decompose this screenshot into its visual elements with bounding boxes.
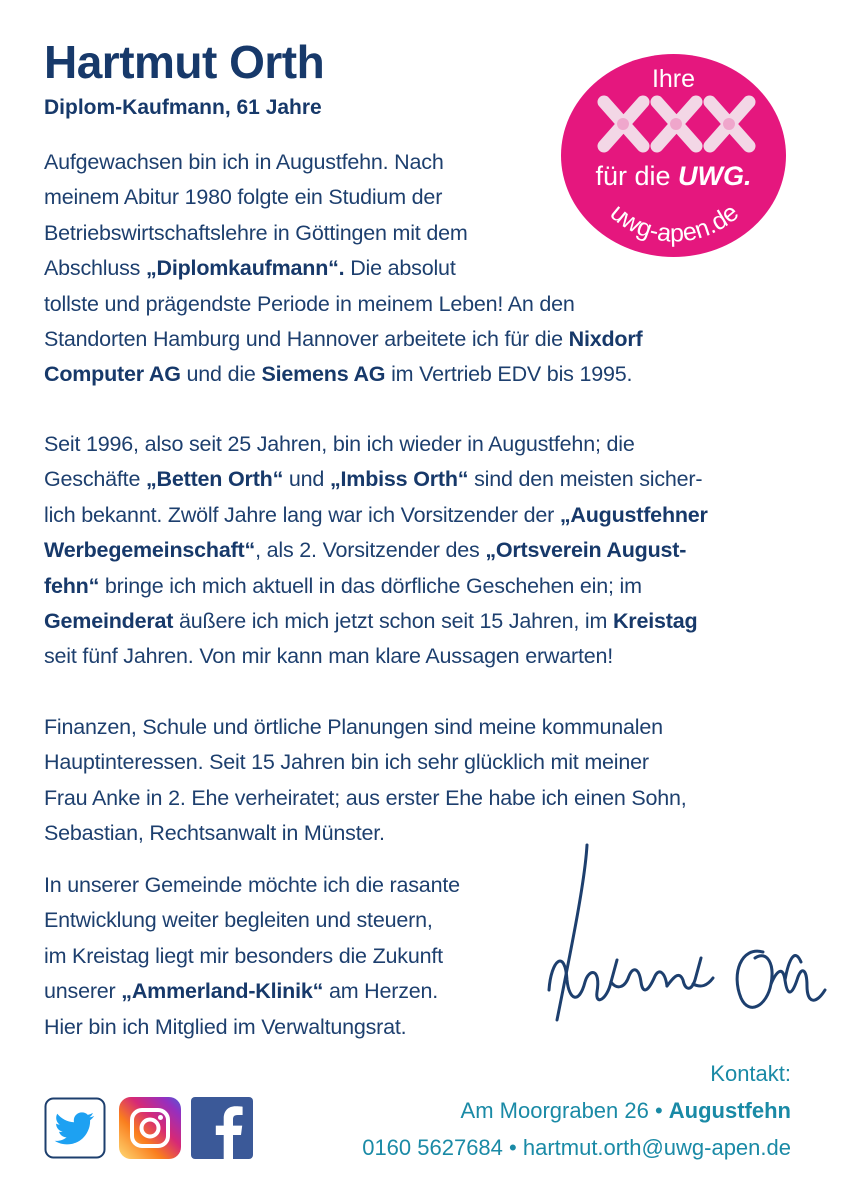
text-run: und — [283, 467, 330, 492]
text-run: äußere ich mich jetzt schon seit 15 Jahren, im — [173, 609, 613, 634]
badge-line2-prefix: für die — [595, 161, 679, 191]
paragraph-line — [44, 533, 804, 568]
contact-town: Augustfehn — [668, 1098, 791, 1123]
text-run: bringe ich mich aktuell in das dörfliche Geschehen ein; im — [99, 573, 642, 598]
paragraph-line — [44, 710, 804, 745]
twitter-bird-icon[interactable] — [44, 1097, 106, 1159]
badge-url: uwg-apen.de — [604, 198, 745, 248]
contact-email[interactable]: hartmut.orth@uwg-apen.de — [522, 1135, 791, 1160]
paragraph-line — [44, 427, 804, 462]
paragraph-line — [44, 498, 804, 533]
contact-address — [461, 1095, 791, 1127]
contact-label: Kontakt: — [710, 1061, 791, 1086]
paragraph-line — [44, 462, 804, 497]
contact-street: Am Moorgraben 26 — [460, 1098, 649, 1123]
paragraph-line — [44, 180, 804, 215]
emphasized-text: „Betten Orth“ — [145, 467, 284, 492]
instagram-camera-icon[interactable] — [119, 1097, 181, 1159]
emphasized-text: Siemens AG — [261, 362, 386, 387]
paragraph-line — [44, 781, 804, 816]
emphasized-text: Nixdorf — [568, 327, 643, 352]
text-run: im Kreistag liegt mir besonders die Zukunft — [44, 943, 443, 968]
text-run: Sebastian, Rechtsanwalt in Münster. — [44, 821, 385, 846]
text-run: Geschäfte — [44, 467, 146, 492]
emphasized-text: „Augustfehner — [559, 502, 708, 527]
text-run: In unserer Gemeinde möchte ich die rasante — [44, 873, 460, 897]
emphasized-text: „Diplomkaufmann“. — [145, 256, 345, 281]
paragraph-line — [44, 745, 804, 780]
person-name: Hartmut Orth — [44, 36, 325, 88]
text-run: Betriebswirtschaftslehre in Göttingen mit dem — [44, 220, 468, 245]
text-run: Finanzen, Schule und örtliche Planungen sind meine kommunalen — [44, 715, 663, 739]
text-run: Aufgewachsen bin ich in Augustfehn. Nach — [44, 150, 444, 174]
paragraph-line — [44, 251, 804, 286]
paragraph-career — [44, 427, 804, 675]
paragraph-line — [44, 322, 804, 357]
emphasized-text: Computer AG — [44, 362, 181, 387]
emphasized-text: Kreistag — [612, 609, 698, 634]
emphasized-text: „Ammerland-Klinik“ — [121, 979, 324, 1004]
paragraph-line — [44, 216, 804, 251]
text-run: Hauptinteressen. Seit 15 Jahren bin ich sehr glücklich mit meiner — [44, 750, 649, 775]
person-subtitle: Diplom-Kaufmann, 61 Jahre — [44, 96, 322, 119]
paragraph-line — [44, 145, 804, 180]
text-run: Standorten Hamburg und Hannover arbeitete ich für die — [44, 327, 569, 352]
paragraph-line — [44, 357, 804, 392]
text-run: unserer — [44, 979, 122, 1004]
text-run: im Vertrieb EDV bis 1995. — [385, 362, 633, 387]
text-run: Abschluss — [44, 256, 146, 281]
text-run: meinem Abitur 1980 folgte ein Studium der — [44, 185, 443, 210]
paragraph-education — [44, 145, 804, 393]
text-run: seit fünf Jahren. Von mir kann man klare Aussagen erwarten! — [44, 644, 614, 669]
text-run: Seit 1996, also seit 25 Jahren, bin ich wieder in Augustfehn; die — [44, 432, 635, 456]
paragraph-line — [44, 604, 804, 639]
emphasized-text: Werbegemeinschaft“ — [44, 538, 256, 563]
text-run: sind den meisten sicher- — [468, 467, 703, 492]
paragraph-line — [44, 569, 804, 604]
emphasized-text: „Ortsverein August- — [485, 538, 687, 563]
text-run: , als 2. Vorsitzender des — [255, 538, 486, 563]
emphasized-text: fehn“ — [44, 573, 100, 598]
emphasized-text: „Imbiss Orth“ — [329, 467, 469, 492]
contact-phone-email — [362, 1132, 791, 1164]
text-run: Entwicklung weiter begleiten und steuern, — [44, 908, 433, 933]
badge-uwg: UWG. — [678, 161, 752, 191]
contact-phone[interactable]: 0160 5627684 — [362, 1135, 503, 1160]
badge-line1: Ihre — [651, 65, 696, 93]
paragraph-interests — [44, 710, 804, 852]
text-run: tollste und prägendste Periode in meinem Leben! An den — [44, 291, 575, 316]
text-run: Hier bin ich Mitglied im Verwaltungsrat. — [44, 1014, 407, 1039]
facebook-f-icon[interactable] — [191, 1097, 253, 1159]
paragraph-line — [44, 639, 804, 674]
text-run: und die — [180, 362, 262, 387]
text-run: lich bekannt. Zwölf Jahre lang war ich Vorsitzender der — [44, 502, 560, 527]
text-run: Frau Anke in 2. Ehe verheiratet; aus erster Ehe habe ich einen Sohn, — [44, 785, 687, 810]
contact-separator: • — [648, 1098, 669, 1123]
text-run: Die absolut — [344, 256, 456, 281]
emphasized-text: Gemeinderat — [44, 609, 174, 634]
contact-separator-2: • — [502, 1135, 523, 1160]
handwritten-signature-icon — [545, 840, 835, 1040]
paragraph-line — [44, 287, 804, 322]
text-run: am Herzen. — [323, 979, 439, 1004]
